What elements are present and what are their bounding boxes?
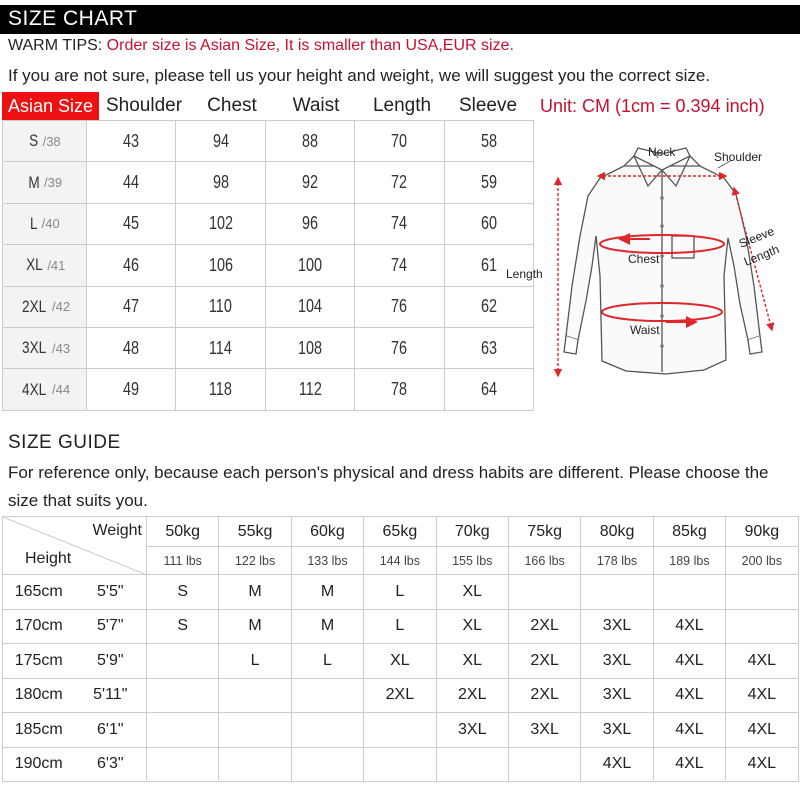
measurement-value: 72 <box>391 172 408 193</box>
recommended-size <box>291 678 363 713</box>
measurement-cell <box>355 121 444 162</box>
recommended-size: 4XL <box>726 678 798 713</box>
recommended-size: 4XL <box>653 747 725 782</box>
size-label-cell <box>3 162 87 203</box>
measurement-cell <box>355 204 444 245</box>
weight-lbs-header: 122 lbs <box>219 547 291 575</box>
size-chart-row <box>3 162 534 203</box>
weight-height-corner <box>3 517 147 575</box>
weight-lbs-header: 155 lbs <box>436 547 508 575</box>
size-chart-table <box>2 120 534 411</box>
size-chart-title: SIZE CHART <box>8 7 138 30</box>
recommended-size <box>436 747 508 782</box>
weight-kg-header: 55kg <box>219 517 291 547</box>
recommended-size: 3XL <box>508 713 580 748</box>
measurement-cell <box>355 328 444 369</box>
recommended-size: 4XL <box>726 747 798 782</box>
measurement-value: 74 <box>391 254 408 275</box>
measurement-cell <box>87 162 176 203</box>
weight-kg-header: 90kg <box>726 517 798 547</box>
measurement-value: 96 <box>301 213 318 234</box>
recommended-size <box>219 678 291 713</box>
recommended-size <box>147 747 219 782</box>
asia-size-number: /38 <box>42 133 61 149</box>
measurement-cell <box>266 162 355 203</box>
recommended-size <box>219 713 291 748</box>
measurement-value: 98 <box>212 172 229 193</box>
recommended-size <box>147 678 219 713</box>
measurement-cell <box>266 121 355 162</box>
measurement-cell <box>176 121 265 162</box>
height-label: Height <box>25 550 72 567</box>
label-sleeve-length: Length <box>741 242 782 269</box>
height-ft: 5'5" <box>75 575 147 610</box>
measurement-cell <box>176 162 265 203</box>
size-label: S <box>29 131 39 151</box>
measurement-value: 112 <box>298 379 322 400</box>
measurement-value: 94 <box>212 130 229 151</box>
size-label-cell <box>3 369 87 410</box>
recommended-size <box>581 575 653 610</box>
size-chart-title-bar <box>0 5 800 34</box>
recommended-size <box>291 713 363 748</box>
weight-kg-row <box>3 517 799 547</box>
height-cm: 180cm <box>3 678 75 713</box>
asian-size-header: Asian Size <box>2 92 99 120</box>
recommended-size: M <box>291 609 363 644</box>
weight-lbs-header: 189 lbs <box>653 547 725 575</box>
recommended-size <box>147 644 219 679</box>
measurement-cell <box>176 287 265 328</box>
measurement-value: 106 <box>208 254 233 275</box>
measurement-value: 88 <box>301 130 318 151</box>
recommended-size: S <box>147 575 219 610</box>
weight-kg-header: 65kg <box>364 517 436 547</box>
height-ft: 5'9" <box>75 644 147 679</box>
recommended-size: 3XL <box>581 678 653 713</box>
measurement-cell <box>87 245 176 286</box>
recommended-size: L <box>364 609 436 644</box>
size-chart-row <box>3 287 534 328</box>
weight-kg-header: 50kg <box>147 517 219 547</box>
recommended-size: XL <box>436 609 508 644</box>
measurement-value: 102 <box>208 213 233 234</box>
recommended-size: 2XL <box>508 644 580 679</box>
size-guide-row <box>3 678 799 713</box>
recommended-size: 4XL <box>653 713 725 748</box>
height-cm: 185cm <box>3 713 75 748</box>
measurement-cell <box>87 121 176 162</box>
recommended-size <box>508 747 580 782</box>
unit-note: Unit: CM (1cm = 0.394 inch) <box>540 96 765 116</box>
asia-size-number: /44 <box>52 382 71 398</box>
measurement-value: 62 <box>480 296 497 317</box>
weight-lbs-header: 133 lbs <box>291 547 363 575</box>
recommended-size <box>726 609 798 644</box>
warm-tips-label: WARM TIPS: <box>8 37 107 54</box>
measurement-value: 58 <box>480 130 497 151</box>
measurement-cell <box>445 369 534 410</box>
size-label: L <box>30 213 38 233</box>
label-sleeve: Sleeve <box>736 224 777 251</box>
recommended-size: XL <box>436 644 508 679</box>
measurement-cell <box>445 121 534 162</box>
size-chart-row <box>3 328 534 369</box>
measurement-value: 76 <box>391 296 408 317</box>
height-ft: 5'7" <box>75 609 147 644</box>
recommended-size: L <box>219 644 291 679</box>
measurement-cell <box>176 245 265 286</box>
measurement-cell <box>445 328 534 369</box>
measurement-value: 92 <box>301 172 318 193</box>
size-label-cell <box>3 121 87 162</box>
recommended-size: 4XL <box>726 644 798 679</box>
label-neck: Neck <box>648 145 676 159</box>
recommended-size: 3XL <box>581 609 653 644</box>
measurement-value: 110 <box>209 296 233 317</box>
label-waist: Waist <box>630 323 660 337</box>
recommended-size: 4XL <box>581 747 653 782</box>
recommended-size <box>653 575 725 610</box>
measurement-value: 100 <box>297 254 322 275</box>
measurement-value: 46 <box>123 254 140 275</box>
height-ft: 5'11" <box>75 678 147 713</box>
weight-kg-header: 75kg <box>508 517 580 547</box>
measurement-value: 114 <box>209 337 233 358</box>
measurement-cell <box>176 204 265 245</box>
size-label-cell <box>3 204 87 245</box>
size-guide-row <box>3 609 799 644</box>
measurement-value: 76 <box>391 337 408 358</box>
col-header-sleeve: Sleeve <box>458 95 518 116</box>
size-guide-row <box>3 713 799 748</box>
recommended-size: 4XL <box>726 713 798 748</box>
measurement-value: 48 <box>123 337 140 358</box>
measurement-cell <box>176 369 265 410</box>
weight-kg-header: 60kg <box>291 517 363 547</box>
size-guide-table <box>2 516 799 782</box>
measurement-cell <box>445 204 534 245</box>
size-label-cell <box>3 245 87 286</box>
recommended-size: M <box>219 609 291 644</box>
size-chart-row <box>3 204 534 245</box>
measurement-cell <box>87 369 176 410</box>
size-guide-row <box>3 575 799 610</box>
asia-size-number: /39 <box>44 175 63 191</box>
measurement-cell <box>266 204 355 245</box>
size-chart-row <box>3 245 534 286</box>
measurement-value: 63 <box>480 337 497 358</box>
recommended-size <box>726 575 798 610</box>
measurement-value: 43 <box>123 130 140 151</box>
size-label: M <box>28 172 40 192</box>
recommended-size <box>291 747 363 782</box>
measurement-cell <box>445 162 534 203</box>
measurement-value: 104 <box>297 296 322 317</box>
col-header-waist: Waist <box>292 95 340 116</box>
recommended-size: M <box>291 575 363 610</box>
warm-tips-text: Order size is Asian Size, It is smaller than USA,EUR size. <box>106 37 514 54</box>
recommended-size <box>364 747 436 782</box>
recommended-size: 2XL <box>436 678 508 713</box>
measurement-value: 118 <box>209 379 233 400</box>
weight-lbs-header: 166 lbs <box>508 547 580 575</box>
measurement-value: 108 <box>297 337 322 358</box>
recommended-size: 3XL <box>581 644 653 679</box>
size-label-cell <box>3 328 87 369</box>
weight-lbs-header: 144 lbs <box>364 547 436 575</box>
col-header-shoulder: Shoulder <box>105 95 183 116</box>
height-cm: 190cm <box>3 747 75 782</box>
height-cm: 165cm <box>3 575 75 610</box>
weight-lbs-header: 111 lbs <box>147 547 219 575</box>
height-cm: 175cm <box>3 644 75 679</box>
measurement-value: 74 <box>391 213 408 234</box>
recommended-size: XL <box>436 575 508 610</box>
measurement-value: 44 <box>123 172 140 193</box>
height-ft: 6'1" <box>75 713 147 748</box>
label-length: Length <box>506 267 543 281</box>
recommended-size: 4XL <box>653 609 725 644</box>
measurement-value: 64 <box>480 379 497 400</box>
size-guide-reference: For reference only, because each person's physical and dress habits are different. Please choose the size that suits you. <box>8 463 769 510</box>
measurement-cell <box>266 369 355 410</box>
col-header-chest: Chest <box>207 95 257 116</box>
asia-size-number: /41 <box>47 257 66 273</box>
weight-lbs-header: 178 lbs <box>581 547 653 575</box>
recommended-size: 2XL <box>508 678 580 713</box>
weight-kg-header: 70kg <box>436 517 508 547</box>
recommended-size: 2XL <box>364 678 436 713</box>
measurement-value: 61 <box>480 254 497 275</box>
recommended-size: XL <box>364 644 436 679</box>
shirt-icon <box>564 148 762 374</box>
recommended-size <box>219 747 291 782</box>
recommended-size: 3XL <box>581 713 653 748</box>
col-header-length: Length <box>372 95 432 116</box>
weight-lbs-header: 200 lbs <box>726 547 798 575</box>
measurement-value: 70 <box>391 130 408 151</box>
recommended-size: L <box>364 575 436 610</box>
height-ft: 6'3" <box>75 747 147 782</box>
measurement-value: 45 <box>123 213 140 234</box>
measurement-cell <box>87 328 176 369</box>
measurement-cell <box>445 287 534 328</box>
asia-size-number: /42 <box>52 299 71 315</box>
weight-label: Weight <box>92 522 142 539</box>
measurement-cell <box>266 245 355 286</box>
size-label: XL <box>25 255 43 275</box>
shirt-measurement-diagram <box>506 126 798 416</box>
measurement-value: 49 <box>123 379 140 400</box>
recommended-size: 4XL <box>653 644 725 679</box>
height-cm: 170cm <box>3 609 75 644</box>
recommended-size <box>508 575 580 610</box>
weight-kg-header: 85kg <box>653 517 725 547</box>
size-label-cell <box>3 287 87 328</box>
size-chart-row <box>3 121 534 162</box>
size-guide-row <box>3 747 799 782</box>
recommended-size: M <box>219 575 291 610</box>
label-shoulder: Shoulder <box>714 150 763 164</box>
recommended-size: L <box>291 644 363 679</box>
label-chest: Chest <box>628 252 660 266</box>
size-label: 4XL <box>21 379 47 399</box>
recommended-size: 3XL <box>436 713 508 748</box>
measurement-cell <box>87 287 176 328</box>
measurement-value: 60 <box>480 213 497 234</box>
measurement-cell <box>87 204 176 245</box>
measurement-cell <box>355 287 444 328</box>
measurement-cell <box>176 328 265 369</box>
measurement-cell <box>355 369 444 410</box>
measurement-cell <box>355 245 444 286</box>
recommended-size <box>364 713 436 748</box>
measurement-value: 47 <box>123 296 140 317</box>
warm-tips <box>8 37 514 55</box>
weight-kg-header: 80kg <box>581 517 653 547</box>
measurement-cell <box>266 328 355 369</box>
recommended-size: S <box>147 609 219 644</box>
measurement-cell <box>266 287 355 328</box>
size-chart-row <box>3 369 534 410</box>
size-label: 3XL <box>21 338 47 358</box>
suggestion-note: If you are not sure, please tell us your height and weight, we will suggest you the correct size. <box>8 66 711 85</box>
recommended-size: 4XL <box>653 678 725 713</box>
size-chart-header <box>0 92 800 120</box>
asia-size-number: /43 <box>52 340 71 356</box>
recommended-size: 2XL <box>508 609 580 644</box>
measurement-cell <box>355 162 444 203</box>
size-guide-row <box>3 644 799 679</box>
asia-size-number: /40 <box>41 216 60 232</box>
recommended-size <box>147 713 219 748</box>
size-guide-title: SIZE GUIDE <box>8 432 121 453</box>
size-label: 2XL <box>21 296 47 316</box>
measurement-value: 78 <box>391 379 408 400</box>
measurement-value: 59 <box>480 172 497 193</box>
